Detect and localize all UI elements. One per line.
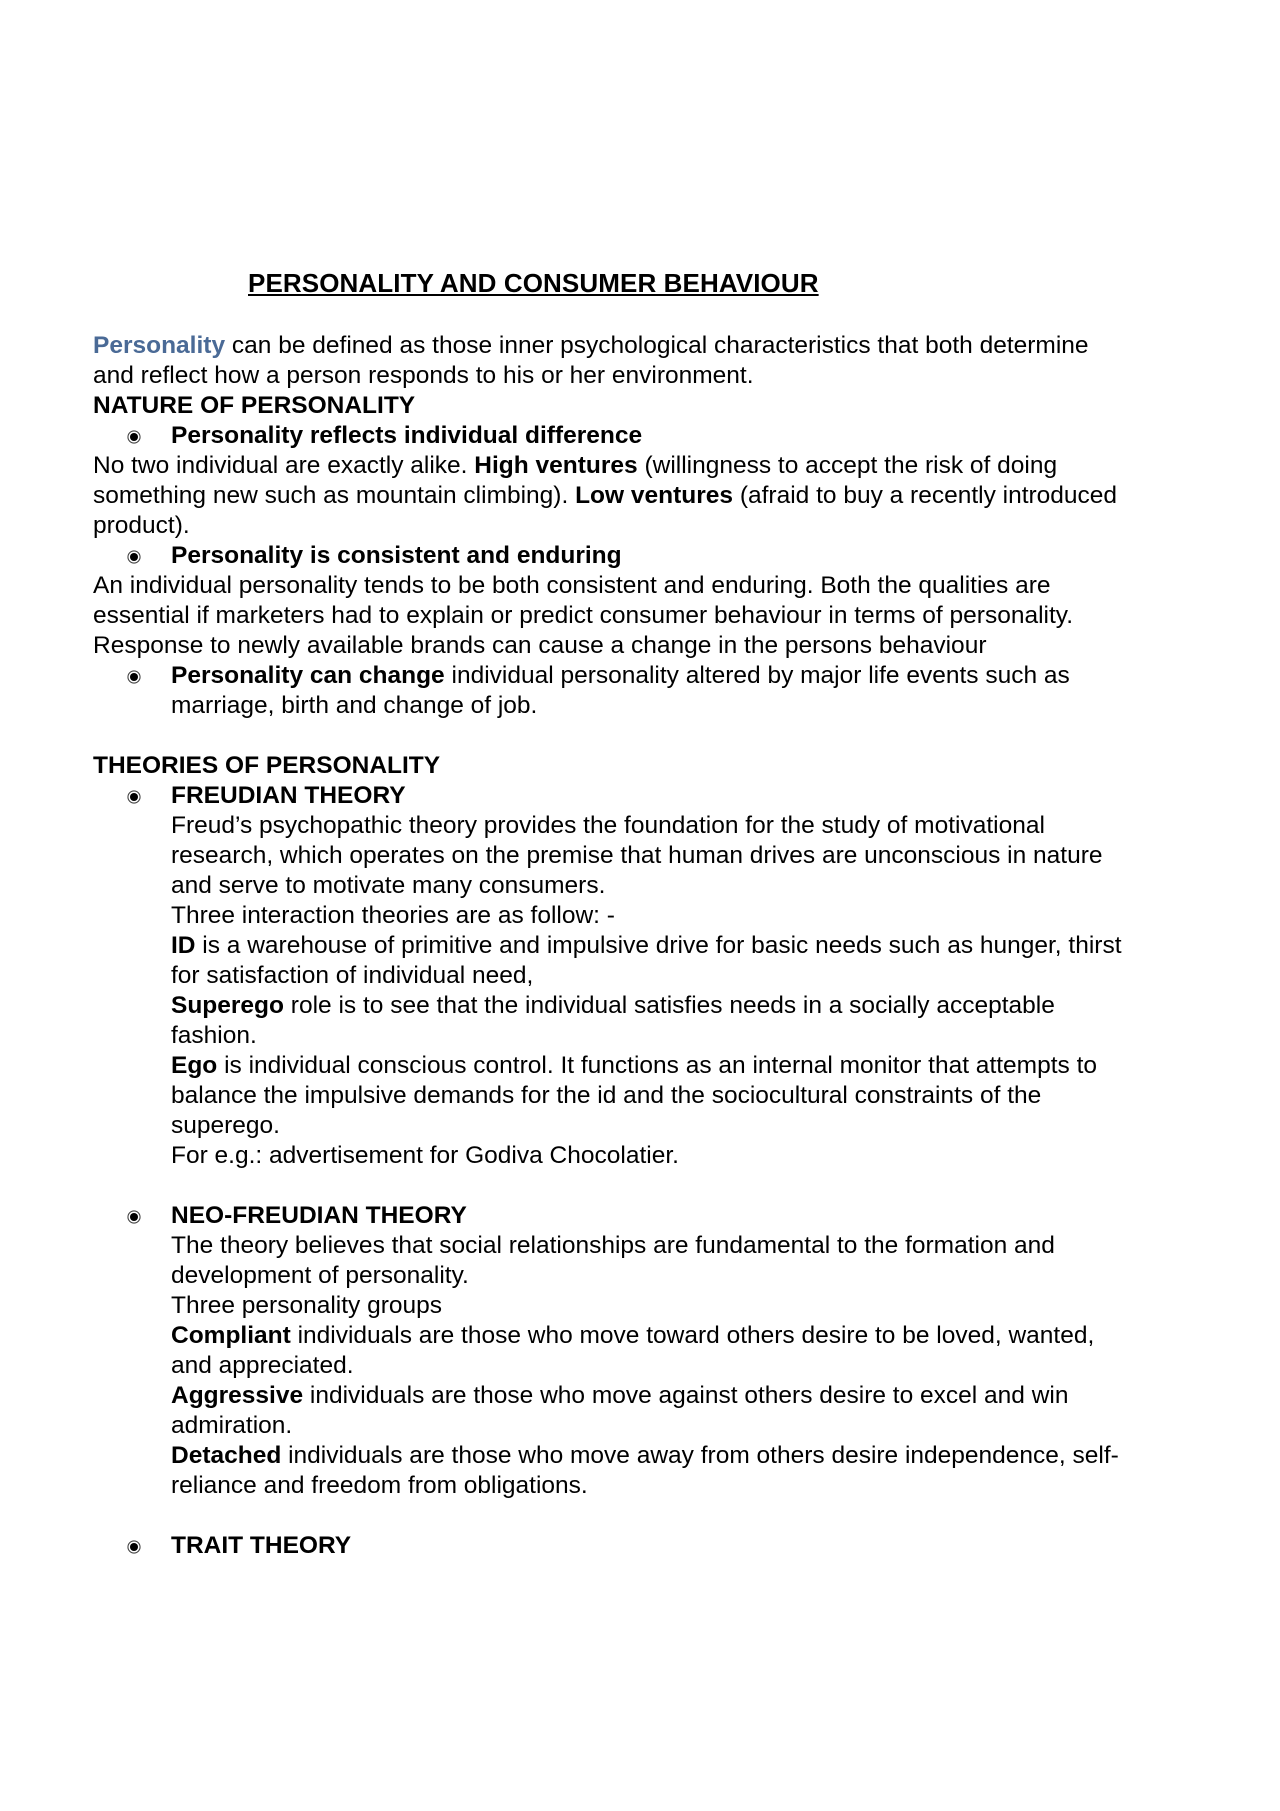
bullet-icon bbox=[130, 793, 138, 801]
nature-item-2 bbox=[93, 541, 1133, 571]
bullet-icon bbox=[130, 1543, 138, 1551]
freudian-superego bbox=[93, 991, 1133, 1051]
document-page bbox=[93, 268, 1133, 1561]
term-superego: Superego bbox=[171, 992, 284, 1019]
neo-freudian-lead: Three personality groups bbox=[171, 1292, 443, 1319]
freudian-lead: Three interaction theories are as follow: - bbox=[171, 902, 615, 929]
term-aggressive: Aggressive bbox=[171, 1382, 304, 1409]
nature-item-3-label: Personality can change bbox=[171, 662, 445, 689]
term-compliant: Compliant bbox=[171, 1322, 291, 1349]
nature-item-3 bbox=[93, 661, 1133, 721]
nature-item-3-text: individual personality altered by major life events such as marriage, birth and change of job. bbox=[171, 662, 1070, 719]
text-run: individuals are those who move against others desire to excel and win admiration. bbox=[171, 1382, 1069, 1439]
term-high-ventures: High ventures bbox=[474, 452, 638, 479]
neo-freudian-aggressive bbox=[93, 1381, 1133, 1441]
nature-heading: NATURE OF PERSONALITY bbox=[93, 392, 416, 419]
spacer bbox=[93, 1171, 1133, 1201]
nature-item-1-text bbox=[93, 451, 1133, 541]
freudian-intro: Freud’s psychopathic theory provides the foundation for the study of motivational research, which operates on the premise that human drives are unconscious in nature and serve to motivate many consumers. bbox=[171, 812, 1103, 899]
nature-item-2-text: An individual personality tends to be both consistent and enduring. Both the qualities are essential if marketers had to explain or predict consumer behaviour in terms of personality. Response to newly available brands can cause a change in the persons behaviour bbox=[93, 572, 1074, 659]
neo-freudian-compliant bbox=[93, 1321, 1133, 1381]
nature-item-2-label: Personality is consistent and enduring bbox=[171, 542, 622, 569]
term-id: ID bbox=[171, 932, 196, 959]
text-run: No two individual are exactly alike. bbox=[93, 452, 475, 479]
text-run: individuals are those who move away from others desire independence, self-reliance and freedom from obligations. bbox=[171, 1442, 1119, 1499]
text-run: is individual conscious control. It functions as an internal monitor that attempts to balance the impulsive demands for the id and the sociocultural constraints of the superego. bbox=[171, 1052, 1098, 1139]
freudian-label: FREUDIAN THEORY bbox=[171, 782, 406, 809]
document-title: PERSONALITY AND CONSUMER BEHAVIOUR bbox=[248, 268, 819, 298]
spacer bbox=[93, 721, 1133, 751]
freudian-id bbox=[93, 931, 1133, 991]
neo-freudian-detached bbox=[93, 1441, 1133, 1501]
text-run: role is to see that the individual satisfies needs in a socially acceptable fashion. bbox=[171, 992, 1055, 1049]
trait-theory bbox=[93, 1531, 1133, 1561]
bullet-icon bbox=[130, 1213, 138, 1221]
theories-heading: THEORIES OF PERSONALITY bbox=[93, 752, 441, 779]
text-run: (afraid to buy a recently introduced product). bbox=[93, 482, 1118, 539]
text-run: (willingness to accept the risk of doing something new such as mountain climbing). bbox=[93, 452, 1058, 509]
definition-term: Personality bbox=[93, 332, 226, 359]
term-low-ventures: Low ventures bbox=[575, 482, 734, 509]
trait-label: TRAIT THEORY bbox=[171, 1532, 352, 1559]
nature-item-1-label: Personality reflects individual difference bbox=[171, 422, 643, 449]
definition-text: can be defined as those inner psychological characteristics that both determine and reflect how a person responds to his or her environment. bbox=[93, 332, 1089, 389]
term-ego: Ego bbox=[171, 1052, 218, 1079]
freudian-example: For e.g.: advertisement for Godiva Chocolatier. bbox=[171, 1142, 679, 1169]
spacer bbox=[93, 1501, 1133, 1531]
definition-paragraph bbox=[93, 331, 1133, 391]
nature-item-1 bbox=[93, 421, 1133, 451]
bullet-icon bbox=[130, 433, 138, 441]
text-run: individuals are those who move toward others desire to be loved, wanted, and appreciated. bbox=[171, 1322, 1095, 1379]
freudian-theory bbox=[93, 781, 1133, 811]
neo-freudian-theory bbox=[93, 1201, 1133, 1231]
bullet-icon bbox=[130, 673, 138, 681]
neo-freudian-intro: The theory believes that social relationships are fundamental to the formation and development of personality. bbox=[171, 1232, 1055, 1289]
text-run: is a warehouse of primitive and impulsive drive for basic needs such as hunger, thirst for satisfaction of individual need, bbox=[171, 932, 1122, 989]
term-detached: Detached bbox=[171, 1442, 282, 1469]
freudian-ego bbox=[93, 1051, 1133, 1141]
neo-freudian-label: NEO-FREUDIAN THEORY bbox=[171, 1202, 467, 1229]
bullet-icon bbox=[130, 553, 138, 561]
